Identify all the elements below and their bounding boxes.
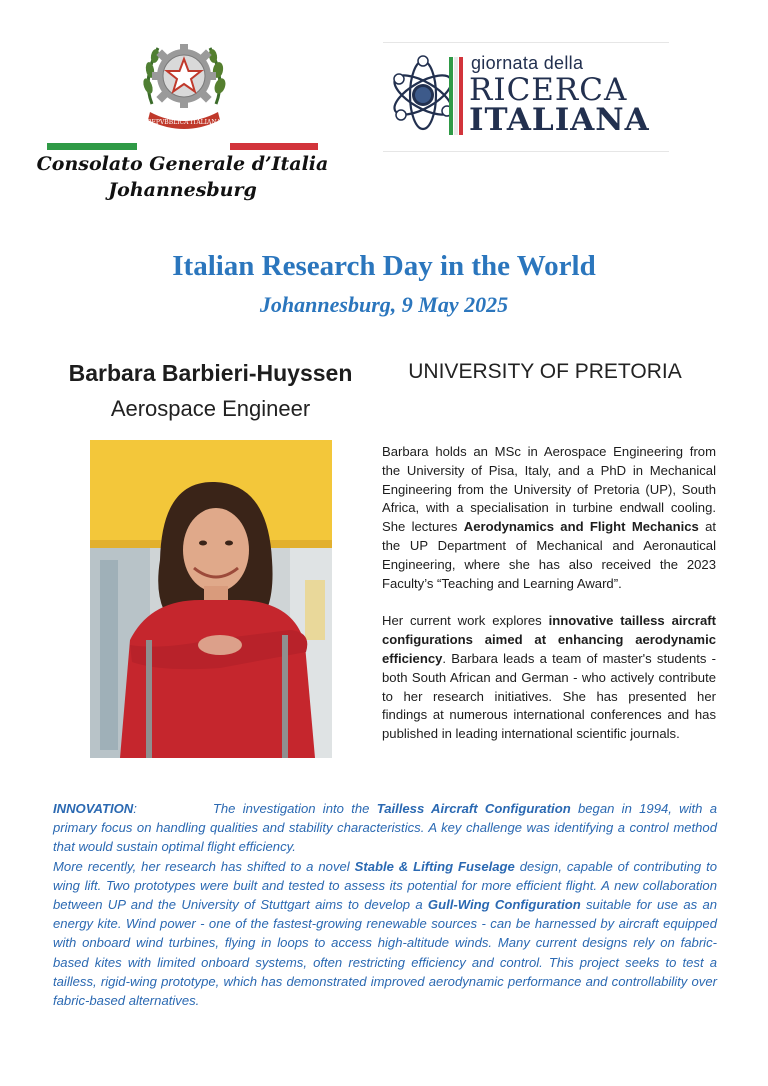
consulate-line1: Consolato Generale d’Italia <box>36 153 329 175</box>
person-role: Aerospace Engineer <box>110 396 311 421</box>
italian-republic-emblem-icon <box>138 34 230 134</box>
innovation-label: INNOVATION <box>53 801 134 816</box>
bio-paragraph-2: Her current work explores innovative tailless aircraft configurations aimed at enhancing aerodynamic efficiency. Barbara leads a team of master's students - both South African and German - who actively contribute to her research initiatives. She has presented her findings at numerous international conferences and has published in leading international scientific journals. <box>382 613 716 742</box>
tricolor-stripes-icon <box>449 57 463 135</box>
consulate-line2: Johannesburg <box>108 179 257 201</box>
innovation-paragraph-2: More recently, her research has shifted to a novel Stable & Lifting Fuselage design, capable of contributing to wing lift. Two prototypes were built and tested to assess its potential for more efficient flight. A new collaboration between UP and the University of Stuttgart aims to develop a Gull-Wing Configuration suitable for use as an energy kite. Wind power - one of the fastest-growing renewable sources - can be harnessed by aircraft equipped with onboard wind turbines, flying in loops to access high-altitude winds. Many current designs rely on fabric-based kites with limited onboard systems, often restricting efficiency and control. This project seeks to test a tailless, rigid-wing prototype, which has demonstrated improved aerodynamic performance and controllability over fabric-based alternatives. <box>53 858 718 1009</box>
logo-line1: giornata della <box>471 53 584 73</box>
emblem-ribbon-text: REPVBBLICA ITALIANA <box>147 119 221 126</box>
consulate-name <box>20 151 345 203</box>
innovation-paragraph-1: INNOVATION: The investigation into the Tailless Aircraft Configuration began in 1994, with a primary focus on handling qualities and stability characteristics. A key challenge was identifying a control method that would sustain optimal flight efficiency. <box>53 801 718 855</box>
flag-bar-red <box>230 143 318 150</box>
event-subtitle: Johannesburg, 9 May 2025 <box>259 292 509 317</box>
logo-line3: ITALIANA <box>469 102 650 138</box>
flag-bar-green <box>47 143 137 150</box>
innovation-section <box>53 799 717 1010</box>
portrait-photo <box>90 440 332 758</box>
research-day-logo <box>383 42 669 152</box>
logo-line2: RICERCA <box>469 72 628 108</box>
person-name: Barbara Barbieri-Huyssen <box>68 360 353 386</box>
biography <box>382 443 716 763</box>
event-title: Italian Research Day in the World <box>172 250 596 282</box>
bio-paragraph-1: Barbara holds an MSc in Aerospace Engineering from the University of Pisa, Italy, and a PhD in Mechanical Engineering from the University of Pretoria (UP), South Africa, with a specialisation in turbine endwall cooling. She lectures Aerodynamics and Flight Mechanics at the UP Department of Mechanical and Aeronautical Engineering, where she has also received the 2023 Faculty’s “Teaching and Learning Award”. <box>382 444 717 591</box>
institution-name: UNIVERSITY OF PRETORIA <box>408 360 682 383</box>
